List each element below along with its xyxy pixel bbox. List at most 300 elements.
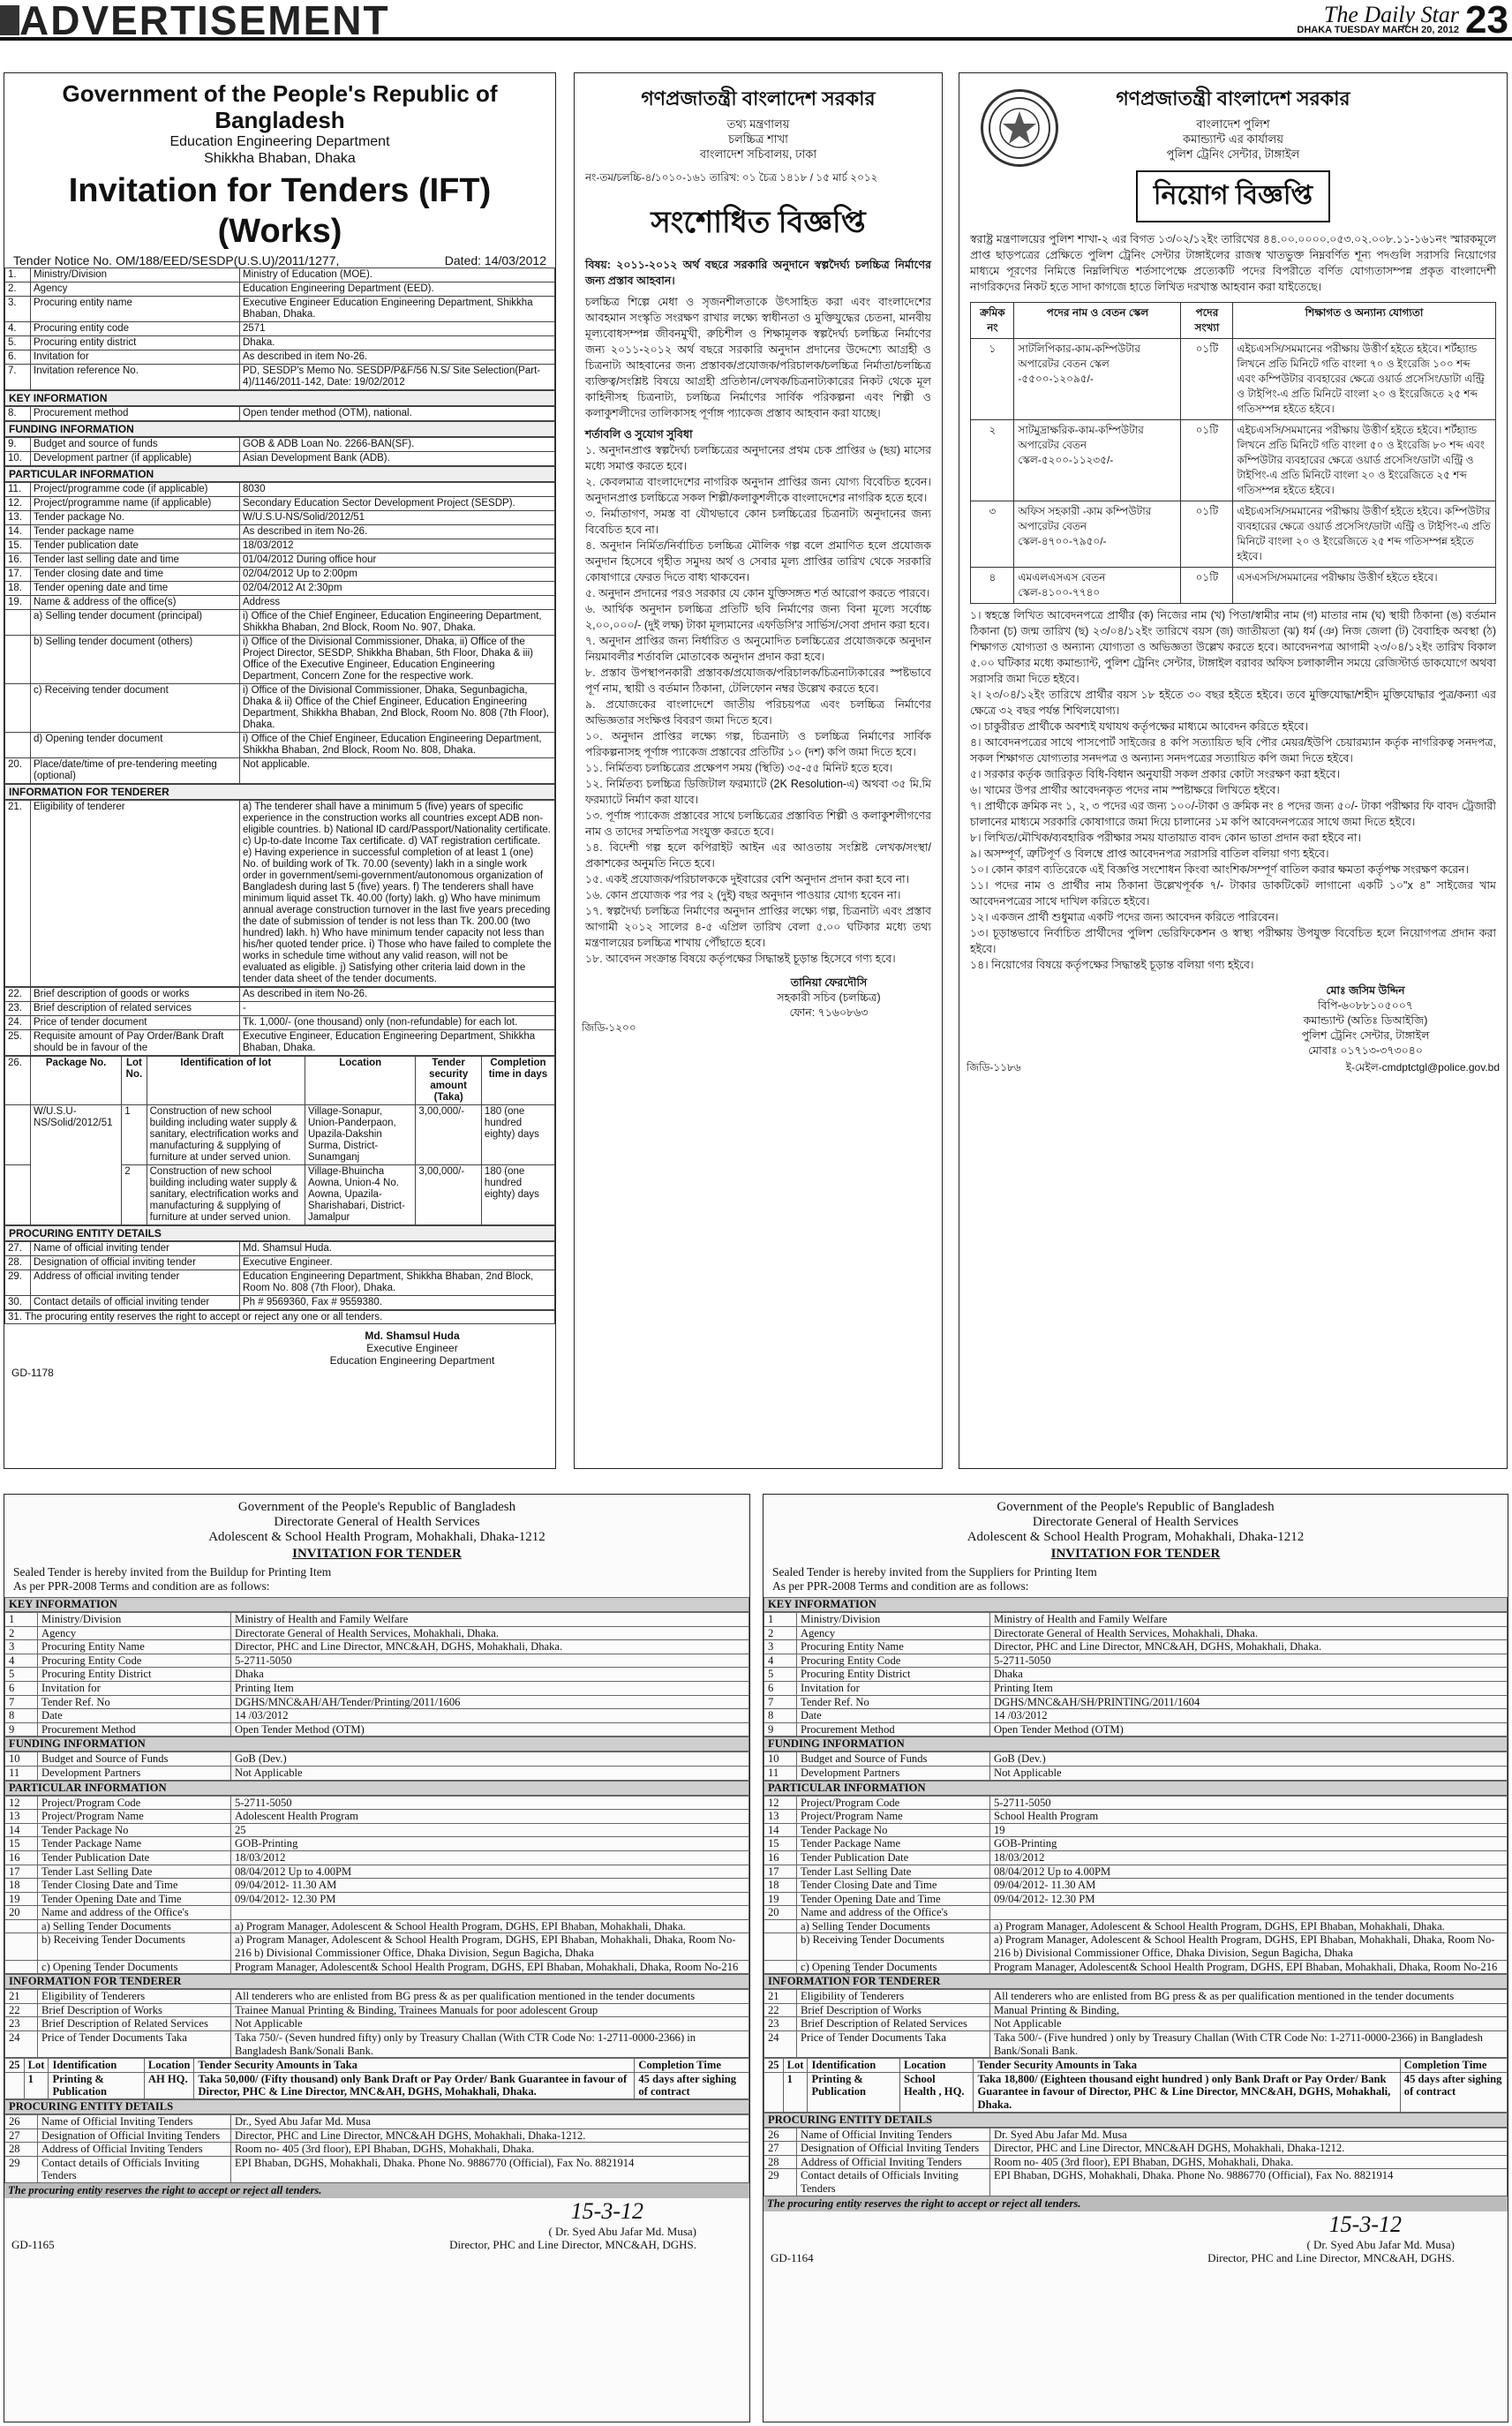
ift-sec-info: INFORMATION FOR TENDERER: [4, 784, 555, 800]
table-row: [5, 1752, 749, 1767]
pkg-no: W/U.S.U-NS/Solid/2012/51: [31, 1105, 122, 1225]
row-label: Project/Program Code: [38, 1796, 231, 1810]
row-number: 17.: [5, 568, 31, 582]
list-item: ১০. অনুদান প্রাপ্তির লক্ষ্যে গল্প, চিত্রনাট্য ও চলচ্চিত্র নির্মাণের সার্বিক পরিকল্পনাসহ পূর্ণাঙ্গ প্যাকেজ প্রস্তাবের প্রতিটির ১০ (দশ) কপি জমা দিতে হবে।: [585, 730, 931, 758]
section-heading: PARTICULAR INFORMATION: [4, 1781, 749, 1796]
bn2-l3: পুলিশ ট্রেনিং সেন্টার, টাঙ্গাইল: [1166, 147, 1300, 161]
table-row: [5, 1766, 749, 1780]
row-label: Tender Package No: [797, 1823, 990, 1837]
page-number: 23: [1465, 0, 1508, 41]
row-label: Procuring Entity Name: [797, 1640, 990, 1654]
list-item: ১৭. স্বল্পদৈর্ঘ্য চলচ্চিত্র নির্মাণের অনুদান প্রাপ্তির লক্ষ্যে গল্প, চিত্রনাট্য এবং প্রস্তাব আগামী ২০১২ সালের ৪-৫ এপ্রিল তারিখ বেলা ৫.০০ ঘটিকার মধ্যে তথ্য মন্ত্রণালয়ের চলচ্চিত্র শাখায় পৌঁছাতে হবে।: [585, 905, 931, 949]
row-label: Ministry/Division: [38, 1613, 231, 1627]
bn2-code: জিডি-১১৮৬: [967, 1061, 1021, 1074]
post-cell: ০১টি: [1181, 339, 1233, 420]
row-label: Designation of official inviting tender: [31, 1256, 240, 1270]
post-cell: এইচএসসি/সমমানের পরীক্ষায় উত্তীর্ণ হইতে হইবে। কম্পিউটার ব্যবহারের ক্ষেত্রে ওয়ার্ড প্রসেসিং/ডাটা এন্ট্রি ও টাইপিং-এ প্রতি মিনিটে বাংলা ২০ ও ইংরেজিতে ২৫ শব্দ গতিসম্পন্ন হইতে হইবে।: [1233, 501, 1495, 568]
table-row: [764, 1640, 1508, 1654]
list-item: ১২। একজন প্রার্থী শুধুমাত্র একটি পদের জন্য আবেদন করিতে পারিবেন।: [970, 911, 1279, 923]
row-label: Place/date/time of pre-tendering meeting (optional): [31, 758, 240, 784]
row-value: EPI Bhaban, DGHS, Mohakhali, Dhaka. Phone No. 9886770 (Official), Fax No. 8821914: [990, 2169, 1508, 2196]
lot-cell: 45 days after sighing of contract: [1400, 2072, 1507, 2112]
table-row: [5, 1681, 749, 1695]
section-heading: PROCURING ENTITY DETAILS: [764, 2113, 1508, 2128]
row-label: Address of official inviting tender: [31, 1270, 240, 1296]
bn1-l2: চলচ্চিত্র শাখা: [728, 132, 788, 146]
row-number: 3: [5, 1640, 38, 1654]
row-label: Development Partners: [797, 1766, 990, 1780]
row-label: Invitation reference No.: [31, 365, 240, 390]
ift-table-info: [4, 987, 555, 1056]
row-value: Directorate General of Health Services, Mohakhali, Dhaka.: [990, 1626, 1508, 1640]
table-row: [5, 268, 555, 283]
row-value: 18/03/2012: [240, 539, 555, 554]
bn1-head: গণপ্রজাতন্ত্রী বাংলাদেশ সরকার: [641, 87, 876, 109]
row-label: a) Selling Tender Documents: [797, 1919, 990, 1933]
row-label: Name of Official Inviting Tenders: [797, 2128, 990, 2142]
bn1-conditions: [575, 442, 942, 967]
row-number: 3.: [5, 297, 31, 322]
bn1-cond-title: শর্তাবলি ও সুযোগ সুবিধা: [585, 428, 693, 441]
table-row: [5, 1668, 749, 1682]
rows_info: [4, 1989, 749, 2058]
table-row: [5, 2156, 749, 2182]
row-number: 18.: [5, 582, 31, 596]
row-number: 4: [5, 1654, 38, 1668]
pkg-cell: Village-Sonapur, Union-Panderpaon, Upazila-Dakshin Surma, District-Sunamganj: [305, 1105, 416, 1165]
row-label: Name and address of the Office's: [797, 1906, 990, 1920]
row-value: Program Manager, Adolescent& School Health Program, DGHS, EPI Bhaban, Mohakhali, Dhaka, Room No-216: [990, 1960, 1508, 1974]
row-number: 6: [764, 1681, 797, 1695]
row-label: Budget and Source of Funds: [797, 1752, 990, 1767]
ift-addr: Shikkha Bhaban, Dhaka: [204, 151, 356, 166]
rows_fund: [4, 1752, 749, 1780]
row-label: Brief description of related services: [31, 1002, 240, 1016]
row-label: Brief description of goods or works: [31, 988, 240, 1002]
ift-table-elig: [4, 800, 555, 987]
row-label: Contact details of official inviting tender: [31, 1296, 240, 1310]
post-cell: ৩: [971, 501, 1014, 568]
section-heading: KEY INFORMATION: [764, 1597, 1508, 1612]
ift-table-key: [4, 406, 555, 421]
table-row: [764, 2017, 1508, 2031]
list-item: ১১. নির্মিতব্য চলচ্চিত্রের প্রক্ষেপণ সময় (স্থিতি) ৩৫-৫৫ মিনিট হতে হবে।: [585, 762, 893, 774]
row-number: 27: [5, 2128, 38, 2143]
row-label: Tender Publication Date: [797, 1850, 990, 1865]
row-label: Brief Description of Related Services: [38, 2017, 231, 2031]
row-number: 14: [5, 1823, 38, 1837]
ift-sec-key: KEY INFORMATION: [4, 390, 555, 406]
row-number: 21: [5, 1990, 38, 2004]
row-label: Tender Package Name: [797, 1837, 990, 1851]
bn1-code: জিডি-১২০০: [582, 1021, 636, 1034]
row-label: Contact details of Officials Inviting Tenders: [797, 2169, 990, 2196]
bn1-subject: বিষয়: ২০১১-২০১২ অর্থ বছরে সরকারি অনুদানে স্বল্পদৈর্ঘ্য চলচ্চিত্র নির্মাণের জন্য প্রস্তাব আহবান।: [585, 259, 931, 287]
ift-sec-fund: FUNDING INFORMATION: [4, 421, 555, 437]
row-label: Project/Program Code: [797, 1796, 990, 1810]
row-label: Name of Official Inviting Tenders: [38, 2115, 231, 2129]
row-value: 18/03/2012: [990, 1850, 1508, 1865]
row-label: Tender Opening Date and Time: [38, 1892, 231, 1906]
row-label: Procuring Entity Name: [38, 1640, 231, 1654]
list-item: ৪। আবেদনপত্রের সাথে পাসপোর্ট সাইজের ৪ কপি সত্যায়িত ছবি পৌর মেয়র/ইউপি চেয়ারম্যান কর্তৃক নাগরিকত্ব সনদপত্র, সকল শিক্ষাগত যোগ্যতার সনদপত্র ও অন্যান্য সনদপত্রের সত্যায়িত কপি জমা দিতে হইবে।: [970, 736, 1496, 765]
pkg-header-cell: Package No.: [31, 1057, 122, 1105]
list-item: ৫. অনুদান প্রদানের পরও সরকার যে কোন যুক্তিসঙ্গত শর্ত আরোপ করতে পারবে।: [585, 587, 930, 599]
bn1-title: সংশোধিত বিজ্ঞপ্তি: [651, 206, 866, 239]
row-number: 22: [764, 2003, 797, 2017]
emblem-graphic: [983, 92, 1056, 164]
bn2-sig-l1: বিপি-৬০৮৮১০৫০০৭: [1318, 999, 1413, 1012]
lot-header-cell: Location: [899, 2059, 974, 2073]
row-number: 23: [764, 2017, 797, 2031]
table-row: [5, 1810, 749, 1824]
hl-dir: Directorate General of Health Services: [1032, 1515, 1239, 1529]
list-item: ১৪. বিদেশী গল্প হলে কপিরাইট আইন এর আওতায় সংশ্লিষ্ট লেখক/সংস্থা/প্রকাশকের অনুমতি নিতে হবে।: [585, 841, 931, 870]
hl-reserve: The procuring entity reserves the right to accept or reject all tenders.: [4, 2183, 749, 2198]
hl-intro1: Sealed Tender is hereby invited from the Suppliers for Printing Item: [772, 1565, 1097, 1578]
row-value: a) Program Manager, Adolescent & School Health Program, DGHS, EPI Bhaban, Mohakhali, Dhaka, Room No-216 b) Divisional Commissioner Office, Dhaka Division, Segun Bagicha, Dhaka: [990, 1933, 1508, 1960]
table-row: [5, 988, 555, 1002]
row-value: 14 /03/2012: [990, 1709, 1508, 1723]
row-value: Printing Item: [231, 1681, 749, 1695]
pkg-header-cell: Location: [305, 1057, 416, 1105]
row-number: [5, 1933, 38, 1960]
row-label: Tender Package No: [38, 1823, 231, 1837]
table-row: [5, 2031, 749, 2058]
row-number: [5, 1919, 38, 1933]
post-header-cell: পদের নাম ও বেতন স্কেল: [1014, 303, 1181, 339]
list-item: ৩। চাকুরীরত প্রার্থীকে অবশ্যই যথাযথ কর্তৃপক্ষের মাধ্যমে আবেদন করিতে হইবে।: [970, 720, 1309, 733]
row-number: 2: [764, 1626, 797, 1640]
row-number: 13: [764, 1810, 797, 1824]
lot-cell: Printing & Publication: [808, 2072, 899, 2112]
row-label: Development partner (if applicable): [31, 452, 240, 466]
row-number: 19: [764, 1892, 797, 1906]
row-label: Address of Official Inviting Tenders: [797, 2155, 990, 2169]
row-number: 26: [764, 2128, 797, 2142]
row-label: Invitation for: [38, 1681, 231, 1695]
table-row: [5, 525, 555, 539]
row-value: Director, PHC and Line Director, MNC&AH DGHS, Mohakhali, Dhaka-1212.: [231, 2128, 749, 2143]
row-label: Invitation for: [797, 1681, 990, 1695]
row-value: Director, PHC and Line Director, MNC&AH DGHS, Mohakhali, Dhaka-1212.: [990, 2142, 1508, 2156]
row-value: 5-2711-5050: [990, 1796, 1508, 1810]
hl-gov: Government of the People's Republic of Bangladesh: [997, 1500, 1275, 1514]
hl-addr: Adolescent & School Health Program, Mohakhali, Dhaka-1212: [208, 1530, 545, 1544]
row-value: Education Engineering Department (EED).: [240, 283, 555, 297]
row-value: i) Office of the Chief Engineer, Education Engineering Department, Shikkha Bhaban, 2nd Block, Room No. 907, Dhaka.: [240, 610, 555, 636]
list-item: ১৮. আবেদন সংক্রান্ত বিষয়ে কর্তৃপক্ষের সিদ্ধান্তই চূড়ান্ত হিসেবে গণ্য হবে।: [585, 953, 896, 965]
table-row: [5, 1960, 749, 1974]
table-row: [971, 420, 1495, 501]
section-heading: FUNDING INFORMATION: [4, 1737, 749, 1752]
table-row: [764, 1879, 1508, 1893]
row-value: DGHS/MNC&AH/AH/Tender/Printing/2011/1606: [231, 1695, 749, 1709]
row-value: GoB (Dev.): [231, 1752, 749, 1767]
bn2-notes: [959, 607, 1507, 973]
table-row: [5, 1002, 555, 1016]
row-label: Agency: [38, 1626, 231, 1640]
row-value: Asian Development Bank (ADB).: [240, 452, 555, 466]
row-value: GOB & ADB Loan No. 2266-BAN(SF).: [240, 438, 555, 452]
row-label: Tender Package Name: [38, 1837, 231, 1851]
row-label: Eligibility of Tenderers: [797, 1990, 990, 2004]
row-number: [5, 733, 31, 758]
row-label: Procuring entity district: [31, 336, 240, 350]
table-row: [764, 2142, 1508, 2156]
post-cell: অফিস সহকারী -কাম কম্পিউটার অপারেটর বেতন স্কেল-৪৭০০-৭৯৫০/-: [1014, 501, 1181, 568]
row-number: 5: [5, 1668, 38, 1682]
lot-header-cell: Completion Time: [1400, 2059, 1507, 2073]
bn1-signature: [575, 976, 942, 1021]
row-number: 24: [5, 2031, 38, 2058]
row-value: Dr. Syed Abu Jafar Md. Musa: [990, 2128, 1508, 2142]
post-cell: ৪: [971, 568, 1014, 604]
row-label: c) Opening Tender Documents: [797, 1960, 990, 1974]
pkg-cell: 3,00,000/-: [416, 1165, 482, 1225]
post-cell: সাটমুদ্রাক্ষরিক-কাম-কম্পিউটার অপারেটর বেতন স্কেল-৫২০০-১১২৩৫/-: [1014, 420, 1181, 501]
newspaper-name: The Daily Star: [1323, 2, 1459, 27]
table-row: [5, 539, 555, 554]
row-label: Procuring entity name: [31, 297, 240, 322]
row-label: Date: [797, 1709, 990, 1723]
post-cell: এসএসসি/সমমানের পরীক্ষায় উত্তীর্ণ হইতে হইবে।: [1233, 568, 1495, 604]
lot-cell: School Health , HQ.: [899, 2072, 974, 2112]
row-value: W/U.S.U-NS/Solid/2012/51: [240, 511, 555, 525]
lot-cell: 1: [783, 2072, 808, 2112]
row-number: 15: [5, 1837, 38, 1851]
row-number: 27.: [5, 1242, 31, 1256]
row-number: 4: [764, 1654, 797, 1668]
post-cell: ০১টি: [1181, 501, 1233, 568]
table-row: [764, 2128, 1508, 2142]
bn2-l2: কমান্ড্যান্ট এর কার্যালয়: [1183, 132, 1283, 146]
lot-header-cell: Lot: [783, 2059, 808, 2073]
row-number: 10: [764, 1752, 797, 1767]
section-heading: INFORMATION FOR TENDERER: [764, 1974, 1508, 1989]
row-number: 15.: [5, 539, 31, 554]
lot-cell: Taka 50,000/ (Fifty thousand) only Bank Draft or Pay Order/ Bank Guarantee in favour of Director, PHC & Line Director, MNC&AH, DGHS, Mohakhali, Dhaka.: [194, 2072, 635, 2098]
bn1-sig-title: সহকারী সচিব (চলচ্চিত্র): [777, 991, 881, 1004]
row-number: 30.: [5, 1296, 31, 1310]
table-row: [5, 365, 555, 390]
table-row: 21. Eligibility of tenderer a) The tenderer shall have a minimum 5 (five) years of specific experience in the construction works all countries except ADB non-eligible countries. b) National ID card/Passport/Nationality certificate. c) Up-to-date Income Tax certificate. d) VAT registration certificate. e) Having experience in successful completion of at least 1 (one) No. of building work of Tk. 70.00 (seventy) lakh in a single work order in government/semi-government/autonomous organization of Bangladesh during last 5 (five) years. f) The tenderers shall have minimum liquid asset Tk. 40.00 (forty) lakh. g) Who have minimum annual average construction turnover in the last five years preceding the date of submission of tender is not less than Tk. 200.00 (two hundred) lakh. h) Who have minimum tender capacity not less than his/her quoted tender price. i) Those who have failed to complete the works in schedule time without any valid reason, will not be evaluated as eligible. j) Satisfying other criteria laid down in the tender data sheet of the tender documents.: [5, 801, 555, 987]
list-item: ১২. নির্মিতব্য চলচ্চিত্র ডিজিটাল ফরম্যাটে (2K Resolution-এ) অথবা ৩৫ মি.মি ফরম্যাটে নির্মাণ করা যাবে।: [585, 778, 931, 806]
row-number: [5, 636, 31, 684]
row-label: c) Opening Tender Documents: [38, 1960, 231, 1974]
row-number: 23.: [5, 1002, 31, 1016]
row-value: 19: [990, 1823, 1508, 1837]
table-row: [5, 1906, 749, 1920]
table-row: [5, 1270, 555, 1296]
row-value: Taka 750/- (Seven hundred fifty) only by Treasury Challan (With CTR Code No: 1-2711-0000-2366) in Bangladesh Bank/Sonali Bank.: [231, 2031, 749, 2058]
lot-header-cell: Location: [144, 2059, 194, 2073]
row-label: Project/programme code (if applicable): [31, 483, 240, 497]
row-value: 5-2711-5050: [231, 1796, 749, 1810]
row-value: Open tender method (OTM), national.: [240, 407, 555, 421]
hl-sig-title: Director, PHC and Line Director, MNC&AH, DGHS.: [1207, 2250, 1455, 2264]
row-value: GOB-Printing: [231, 1837, 749, 1851]
row-label: Tender package name: [31, 525, 240, 539]
list-item: ১৩. পূর্ণাঙ্গ প্যাকেজ প্রস্তাবের সাথে চলচ্চিত্রের প্রস্তাবিত শিল্পী ও কলাকুশলীগণের নাম ও তাদের সম্মতিপত্র সংযুক্ত করতে হবে।: [585, 810, 931, 838]
row-number: 8: [5, 1709, 38, 1723]
row-label: Project/programme name (if applicable): [31, 497, 240, 511]
table-row: [5, 1640, 749, 1654]
rows_key: [4, 1612, 749, 1737]
bn2-sig-l4: মোবাঃ ০১৭১৩-৩৭৩০৪০: [1308, 1044, 1423, 1057]
row-value: a) Program Manager, Adolescent & School Health Program, DGHS, EPI Bhaban, Mohakhali, Dhaka, Room No-216 b) Divisional Commissioner Office, Dhaka Division, Segun Bagicha, Dhaka: [231, 1933, 749, 1960]
table-row: [764, 1892, 1508, 1906]
row-label: b) Receiving Tender Documents: [797, 1933, 990, 1960]
row-label: Tender Ref. No: [38, 1695, 231, 1709]
table-row: [764, 1810, 1508, 1824]
row-value: Open Tender Method (OTM): [231, 1722, 749, 1737]
ift-dept: Education Engineering Department: [169, 134, 390, 149]
row-number: 10.: [5, 452, 31, 466]
ift-sign-name: Md. Shamsul Huda: [365, 1330, 460, 1342]
table-row: [5, 554, 555, 568]
pkg-cell: 180 (one hundred eighty) days: [481, 1105, 554, 1165]
row-value: Secondary Education Sector Development Project (SESDP).: [240, 497, 555, 511]
table-row: [5, 322, 555, 336]
table-row: [5, 684, 555, 733]
hl-intro1: Sealed Tender is hereby invited from the Buildup for Printing Item: [13, 1565, 332, 1578]
table-row: [5, 1654, 749, 1668]
row-value: Executive Engineer.: [240, 1256, 555, 1270]
list-item: ৯। অসম্পূর্ণ, ত্রুটিপূর্ণ ও বিলম্বে প্রাপ্ত আবেদনপত্র সরাসরি বাতিল বলিয়া গণ্য হইবে।: [970, 848, 1329, 860]
row-value: Address: [240, 596, 555, 610]
table-row: [971, 501, 1495, 568]
row-label: Brief Description of Works: [38, 2003, 231, 2017]
row-number: 14.: [5, 525, 31, 539]
row-value: 08/04/2012 Up to 4.00PM: [990, 1865, 1508, 1879]
list-item: ৭. অনুদান প্রাপ্তির জন্য নির্ধারিত ও অনুমোদিত চলচ্চিত্রের প্রযোজককে অনুদান নিয়মাবলীর শর্তাবলি মোতাবেক অনুদান প্রদান করা হবে।: [585, 635, 931, 663]
row-label: Budget and source of funds: [31, 438, 240, 452]
lot-header-cell: Identification: [808, 2059, 899, 2073]
row-label: Procurement Method: [38, 1722, 231, 1737]
table-row: [971, 568, 1495, 604]
row-value: 09/04/2012- 11.30 AM: [990, 1879, 1508, 1893]
row-number: 29.: [5, 1270, 31, 1296]
row-number: 11.: [5, 483, 31, 497]
row-value: Printing Item: [990, 1681, 1508, 1695]
row-value: 01/04/2012 During office hour: [240, 554, 555, 568]
table-row: [764, 2155, 1508, 2169]
table-row: [5, 1613, 749, 1627]
row-value: Tk. 1,000/- (one thousand) only (non-refundable) for each lot.: [240, 1016, 555, 1030]
row-value: 14 /03/2012: [231, 1709, 749, 1723]
table-row: [764, 1919, 1508, 1933]
row-number: 20: [764, 1906, 797, 1920]
lot-header-cell: Tender Security Amounts in Taka: [194, 2059, 635, 2073]
hl-addr: Adolescent & School Health Program, Mohakhali, Dhaka-1212: [967, 1530, 1305, 1544]
row-label: c) Receiving tender document: [31, 684, 240, 733]
hl-dir: Directorate General of Health Services: [274, 1515, 480, 1529]
row-value: [990, 1906, 1508, 1920]
table-row: [764, 1626, 1508, 1640]
row-label: Development Partners: [38, 1766, 231, 1780]
row-number: 11: [764, 1766, 797, 1780]
row-value: Open Tender Method (OTM): [990, 1722, 1508, 1737]
pkg-header-cell: Identification of lot: [147, 1057, 305, 1105]
row-number: 23: [5, 2017, 38, 2031]
row-label: Procuring entity code: [31, 322, 240, 336]
ift-table-part: [4, 482, 555, 784]
section-heading: FUNDING INFORMATION: [764, 1737, 1508, 1752]
row-value: 25: [231, 1823, 749, 1837]
row-value: Dhaka: [990, 1668, 1508, 1682]
row-value: Dr., Syed Abu Jafar Md. Musa: [231, 2115, 749, 2129]
row-value: Not Applicable: [231, 2017, 749, 2031]
list-item: ১০। কোন কারণ ব্যতিরেকে এই বিজ্ঞপ্তি সংশোধন কিংবা আংশিক/সম্পূর্ণ বাতিল করার ক্ষমতা কর্তৃপক্ষ সংরক্ষণ করেন।: [970, 863, 1470, 876]
row-value: All tenderers who are enlisted from BG press & as per qualification mentioned in the tender documents: [231, 1990, 749, 2004]
row-value: [231, 1906, 749, 1920]
post-cell: এমএলএসএস বেতন স্কেল-৪১০০-৭৭৪০: [1014, 568, 1181, 604]
list-item: ৪. অনুদান নির্মিত/নির্বাচিত চলচ্চিত্র মৌলিক গল্প বলে প্রমাণিত হলে প্রযোজক অনুদান হিসেবে গৃহীত সমুদয় অর্থ ও সেবার মূল্য প্রাপ্তির তারিখ থেকে সরকারি কোষাগারে ফেরত দিতে বাধ্য থাকবেন।: [585, 539, 931, 584]
table-row: [5, 350, 555, 365]
rows_part: [4, 1796, 749, 1975]
row-label: Project/Program Name: [38, 1810, 231, 1824]
list-item: ২। ২৩/০৪/১২ইং তারিখে প্রার্থীর বয়স ১৮ হইতে ৩০ বছর হইতে হইবে। তবে মুক্তিযোদ্ধা/শহীদ মুক্তিযোদ্ধার পুত্র/কন্যা এর ক্ষেত্রে ৩২ বছর পর্যন্ত শিথিলযোগ্য।: [970, 689, 1496, 717]
list-item: ৬। খামের উপর প্রার্থীর আবেদনকৃত পদের নাম স্পষ্টাক্ষরে লিখিতে হইবে।: [970, 784, 1280, 796]
row-number: 6.: [5, 350, 31, 365]
row-label: Agency: [797, 1626, 990, 1640]
bn2-l1: বাংলাদেশ পুলিশ: [1196, 117, 1270, 131]
rows_proc: [4, 2114, 749, 2183]
row-label: Requisite amount of Pay Order/Bank Draft should be in favour of the: [31, 1030, 240, 1056]
table-row: [5, 483, 555, 497]
row-label: Tender closing date and time: [31, 568, 240, 582]
row-label: Price of tender document: [31, 1016, 240, 1030]
table-row: [5, 1892, 749, 1906]
bn2-sig-l3: পুলিশ ট্রেনিং সেন্টার, টাঙ্গাইল: [1301, 1029, 1430, 1042]
row-value: a) Program Manager, Adolescent & School Health Program, DGHS, EPI Bhaban, Mohakhali, Dhaka.: [231, 1919, 749, 1933]
row-number: 7: [5, 1695, 38, 1709]
rows_proc: [764, 2128, 1508, 2196]
table-row: [764, 2003, 1508, 2017]
table-row: [5, 758, 555, 784]
pkg-cell: 3,00,000/-: [416, 1105, 482, 1165]
row-number: 19.: [5, 596, 31, 610]
rows_part: [764, 1796, 1508, 1975]
row-label: Ministry/Division: [31, 268, 240, 283]
row-number: 4.: [5, 322, 31, 336]
row-value: 09/04/2012- 11.30 AM: [231, 1879, 749, 1893]
table-row: [764, 1613, 1508, 1627]
table-row: [5, 1030, 555, 1056]
row-value: 2571: [240, 322, 555, 336]
table-row: [5, 2143, 749, 2157]
lot-cell: Taka 18,800/ (Eighteen thousand eight hundred ) only Bank Draft or Pay Order/ Bank Guarantee in favour of Director, PHC & Line Director, MNC&AH, DGHS, Mohakhali, Dhaka.: [974, 2072, 1400, 2112]
row-number: [764, 1933, 797, 1960]
table-row: [5, 438, 555, 452]
ift-gov: Government of the People's Republic of Bangladesh: [62, 80, 498, 133]
row-label: Tender Opening Date and Time: [797, 1892, 990, 1906]
hl-intro2: As per PPR-2008 Terms and condition are as follows:: [13, 1579, 270, 1593]
row-number: 9.: [5, 438, 31, 452]
row-label: Name and address of the Office's: [38, 1906, 231, 1920]
table-row: [5, 1933, 749, 1960]
row-label: Tender Publication Date: [38, 1850, 231, 1865]
table-row: [5, 1837, 749, 1851]
row-label: Designation of Official Inviting Tenders: [38, 2128, 231, 2143]
bn2-intro: স্বরাষ্ট্র মন্ত্রণালয়ের পুলিশ শাখা-২ এর বিগত ১৩/০২/১২ইং তারিখের ৪৪.০০.০০০০.০৫৩.০২.০০৮.১১-১৬১নং স্মারকমূলে প্রাপ্ত ছাড়পত্রের প্রেক্ষিতে পুলিশ ট্রেনিং সেন্টার টাঙ্গাইলের রাজস্ব খাতভুক্ত নিম্নবর্ণিত শূন্য পদগুলি সরাসরি নিয়োগের মাধ্যমে পূরণের নিমিত্তে নিম্নলিখিত শর্তসাপেক্ষে প্রত্যেকটি পদের বিপরীতে বর্ণিত যোগ্যতাসম্পন্ন প্রকৃত বাংলাদেশী নাগরিকদের নিকট হতে সাদা কাগজে হাতে লিখিত দরখাস্ত আহবান করা যাইতেছে।: [970, 233, 1496, 293]
table-row: [5, 568, 555, 582]
section-heading: PARTICULAR INFORMATION: [764, 1781, 1508, 1796]
row-value: 02/04/2012 Up to 2:00pm: [240, 568, 555, 582]
row-value: 5-2711-5050: [990, 1654, 1508, 1668]
bn2-head: গণপ্রজাতন্ত্রী বাংলাদেশ সরকার: [1116, 87, 1350, 109]
